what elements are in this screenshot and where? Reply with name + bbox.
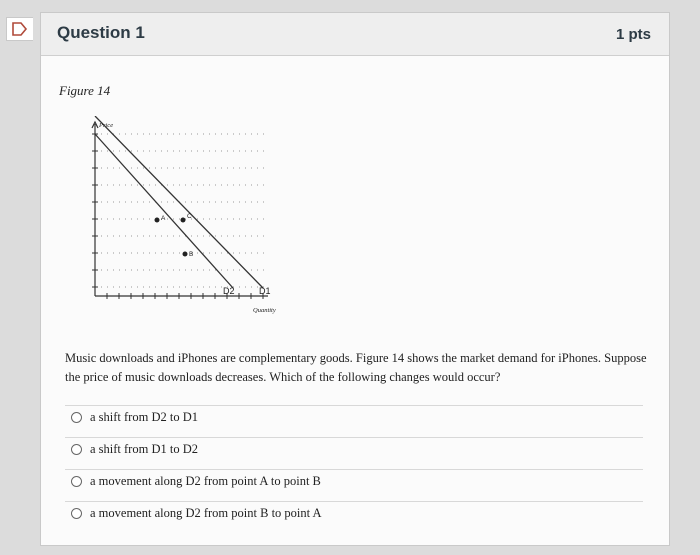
question-title: Question 1 xyxy=(57,23,145,42)
point-label-c: C xyxy=(187,213,192,220)
y-axis-label: Price xyxy=(99,122,114,129)
radio-button[interactable] xyxy=(71,412,82,423)
x-axis-label: Quantity xyxy=(253,307,276,314)
question-text: Music downloads and iPhones are complementary goods. Figure 14 shows the market demand for iPhones. Suppose the price of music downloads decreases. Which of the following changes would occur? xyxy=(65,351,647,384)
radio-button[interactable] xyxy=(71,508,82,519)
question-points: 1 pts xyxy=(615,26,651,43)
radio-button[interactable] xyxy=(71,476,82,487)
answer-option-3[interactable] xyxy=(71,470,321,492)
flag-icon xyxy=(11,21,29,37)
demand-graph xyxy=(83,116,293,321)
point-a xyxy=(155,218,160,223)
point-c xyxy=(181,218,186,223)
answer-option-2[interactable] xyxy=(71,438,198,460)
answer-option-1[interactable] xyxy=(71,406,198,428)
curve-label-d1: D1 xyxy=(259,286,271,296)
answer-label: a shift from D1 to D2 xyxy=(90,441,198,456)
figure-label: Figure 14 xyxy=(59,83,111,98)
radio-button[interactable] xyxy=(71,444,82,455)
point-label-b: B xyxy=(189,251,194,258)
answer-option-4[interactable] xyxy=(71,502,322,524)
answer-label: a shift from D2 to D1 xyxy=(90,409,198,424)
point-label-a: A xyxy=(161,215,166,222)
point-b xyxy=(183,252,188,257)
answer-label: a movement along D2 from point B to point A xyxy=(90,505,322,520)
question-header xyxy=(41,13,669,56)
grid-dots xyxy=(95,134,268,287)
demand-curve-d1 xyxy=(95,116,263,288)
demand-curve-d2 xyxy=(95,134,233,288)
answer-label: a movement along D2 from point A to point B xyxy=(90,473,321,488)
flag-question-button[interactable] xyxy=(6,17,33,41)
question-card xyxy=(40,12,670,546)
curve-label-d2: D2 xyxy=(223,286,235,296)
